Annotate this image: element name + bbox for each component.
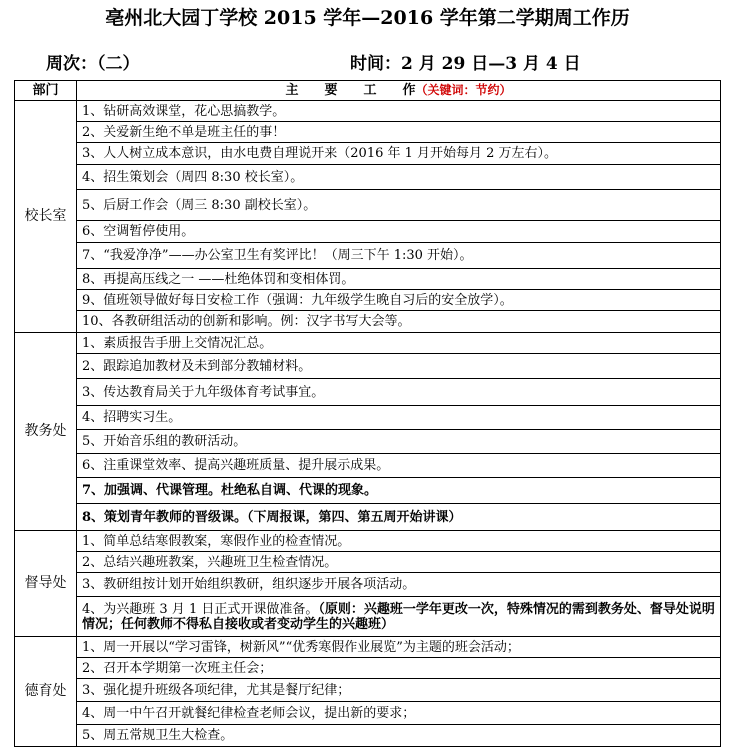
work-item: 6、注重课堂效率、提高兴趣班质量、提升展示成果。 [77, 454, 721, 478]
table-row [15, 122, 721, 143]
work-item: 7、加强调、代课管理。杜绝私自调、代课的现象。 [77, 478, 721, 504]
page-title: 亳州北大园丁学校 2015 学年—2016 学年第二学期周工作历 [105, 7, 630, 29]
table-row [15, 454, 721, 478]
table-row [15, 333, 721, 354]
work-item: 2、跟踪追加教材及未到部分教辅材料。 [77, 354, 721, 379]
table-row [15, 190, 721, 221]
table-row [15, 531, 721, 552]
table-row [15, 101, 721, 122]
table-row [15, 379, 721, 406]
work-item: 4、招聘实习生。 [77, 406, 721, 430]
header-work [77, 81, 721, 101]
table-row [15, 311, 721, 333]
table-row [15, 504, 721, 531]
table-row [15, 597, 721, 637]
work-item: 6、空调暂停使用。 [77, 221, 721, 243]
work-item [77, 597, 721, 637]
table-header-row [15, 81, 721, 101]
table-row [15, 354, 721, 379]
table-row [15, 658, 721, 679]
work-item: 5、开始音乐组的教研活动。 [77, 430, 721, 454]
work-item: 5、周五常规卫生大检查。 [77, 725, 721, 747]
work-item: 2、关爱新生绝不单是班主任的事！ [77, 122, 721, 143]
time-range: 时间：2 月 29 日—3 月 4 日 [350, 54, 581, 74]
table-row [15, 679, 721, 702]
table-row [15, 143, 721, 165]
work-item: 8、策划青年教师的晋级课。（下周报课，第四、第五周开始讲课） [77, 504, 721, 531]
work-item: 10、各教研组活动的创新和影响。例：汉字书写大会等。 [77, 311, 721, 333]
table-row [15, 406, 721, 430]
work-item: 3、强化提升班级各项纪律，尤其是餐厅纪律； [77, 679, 721, 702]
work-item: 2、召开本学期第一次班主任会； [77, 658, 721, 679]
work-item: 4、招生策划会（周四 8:30 校长室）。 [77, 165, 721, 190]
work-item: 3、教研组按计划开始组织教研，组织逐步开展各项活动。 [77, 573, 721, 597]
table-row [15, 478, 721, 504]
header-keyword: （关键词：节约） [415, 83, 512, 97]
table-row [15, 221, 721, 243]
work-item: 3、传达教育局关于九年级体育考试事宜。 [77, 379, 721, 406]
work-item: 2、总结兴趣班教案，兴趣班卫生检查情况。 [77, 552, 721, 573]
work-item: 1、钻研高效课堂，花心思搞教学。 [77, 101, 721, 122]
work-item: 9、值班领导做好每日安检工作（强调：九年级学生晚自习后的安全放学）。 [77, 290, 721, 311]
table-row [15, 552, 721, 573]
dept-cell-supervision: 督导处 [15, 531, 77, 637]
table-row [15, 269, 721, 290]
table-row [15, 290, 721, 311]
work-item-text: 4、为兴趣班 3 月 1 日正式开课做准备。 [82, 601, 319, 617]
work-item: 8、再提高压线之一 ——杜绝体罚和变相体罚。 [77, 269, 721, 290]
header-dept: 部门 [15, 81, 77, 101]
dept-cell-principal: 校长室 [15, 101, 77, 333]
work-item: 1、素质报告手册上交情况汇总。 [77, 333, 721, 354]
work-item: 4、周一中午召开就餐纪律检查老师会议，提出新的要求； [77, 702, 721, 725]
work-item: 5、后厨工作会（周三 8:30 副校长室）。 [77, 190, 721, 221]
week-label: 周次：（二） [46, 54, 140, 74]
table-row [15, 430, 721, 454]
work-item: 1、简单总结寒假教案，寒假作业的检查情况。 [77, 531, 721, 552]
header-work-label: 主 要 工 作 [285, 83, 416, 98]
table-row [15, 165, 721, 190]
table-row [15, 573, 721, 597]
work-calendar-table [14, 80, 721, 747]
work-item: 1、周一开展以“学习雷锋，树新风”“优秀寒假作业展览”为主题的班会活动； [77, 637, 721, 658]
work-item: 3、人人树立成本意识，由水电费自理说开来（2016 年 1 月开始每月 2 万左右）。 [77, 143, 721, 165]
dept-cell-moral: 德育处 [15, 637, 77, 747]
work-item-principle: （原则：兴趣班一学年更改一次，特殊情况的需到教务处、督导处说明情况；任何教师不得私自接收或者变动学生的兴趣班） [82, 601, 715, 632]
table-row [15, 243, 721, 269]
table-row [15, 702, 721, 725]
work-item: 7、“我爱净净”——办公室卫生有奖评比！（周三下午 1:30 开始）。 [77, 243, 721, 269]
dept-cell-academic: 教务处 [15, 333, 77, 531]
table-row [15, 637, 721, 658]
table-row [15, 725, 721, 747]
